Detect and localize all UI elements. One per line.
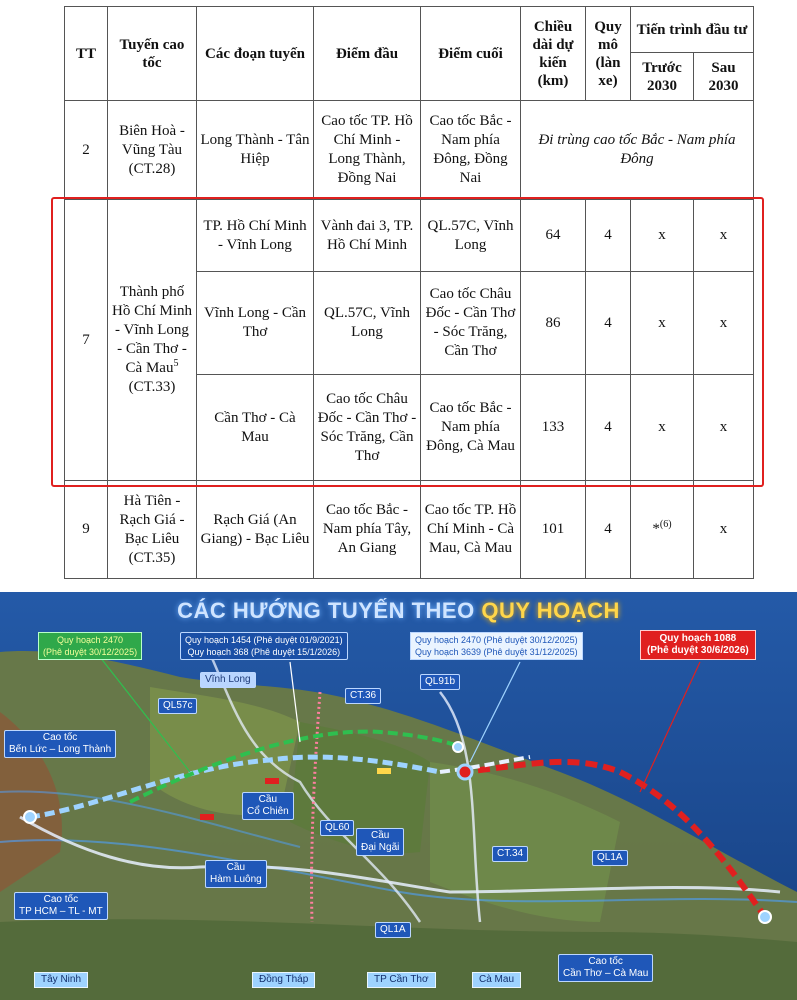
label-line: Cổ Chiên — [247, 806, 289, 817]
map-title — [0, 598, 797, 624]
cell-tt: 9 — [65, 481, 108, 579]
legend-red — [640, 630, 756, 660]
cell-lanes: 4 — [586, 481, 631, 579]
label-ql1a-right: QL1A — [592, 850, 628, 866]
cell-lanes: 4 — [586, 272, 631, 375]
bridge-mark — [200, 814, 214, 820]
cell-sau: x — [694, 200, 754, 272]
cell-truoc — [631, 481, 694, 579]
cell-tuyen — [108, 200, 197, 481]
cell-tt: 2 — [65, 101, 108, 200]
label-cau-dai-ngai — [356, 828, 404, 856]
label-line: Bến Lức – Long Thành — [9, 744, 112, 755]
cell-truoc: x — [631, 272, 694, 375]
cell-diem-dau: Cao tốc TP. Hồ Chí Minh - Long Thành, Đồng Nai — [314, 101, 421, 200]
cell-doan: TP. Hồ Chí Minh - Vĩnh Long — [197, 200, 314, 272]
cell-tuyen: Hà Tiên - Rạch Giá - Bạc Liêu (CT.35) — [108, 481, 197, 579]
cell-doan: Rạch Giá (An Giang) - Bạc Liêu — [197, 481, 314, 579]
bridge-mark — [377, 768, 391, 774]
cell-sau: x — [694, 481, 754, 579]
header-truoc-2030: Trước 2030 — [631, 53, 694, 101]
header-doan: Các đoạn tuyến — [197, 7, 314, 101]
legend-white — [180, 632, 348, 660]
legend-red-line: (Phê duyệt 30/6/2026) — [647, 645, 749, 656]
route-junction — [453, 742, 463, 752]
cell-tuyen: Biên Hoà - Vũng Tàu (CT.28) — [108, 101, 197, 200]
label-cau-ham-luong — [205, 860, 267, 888]
cell-sau: x — [694, 375, 754, 481]
cell-diem-cuoi: Cao tốc Bắc - Nam phía Đông, Đồng Nai — [421, 101, 521, 200]
cell-km: 64 — [521, 200, 586, 272]
cell-note: Đi trùng cao tốc Bắc - Nam phía Đông — [521, 101, 754, 200]
cell-truoc: x — [631, 200, 694, 272]
label-line: Cao tốc — [588, 956, 623, 967]
label-line: Đại Ngãi — [361, 842, 400, 853]
label-tp-can-tho: TP Cần Thơ — [367, 972, 436, 988]
legend-light-line: Quy hoạch 2470 (Phê duyệt 30/12/2025) — [415, 635, 578, 645]
legend-red-line: Quy hoạch 1088 — [659, 633, 737, 644]
label-line: Cầu — [226, 862, 246, 873]
cell-diem-cuoi: QL.57C, Vĩnh Long — [421, 200, 521, 272]
label-line: Hàm Luông — [210, 874, 262, 885]
route-table — [64, 6, 754, 579]
footnote-mark: 5 — [173, 358, 179, 369]
cell-tuyen-name: Thành phố Hồ Chí Minh - Vĩnh Long - Cần Thơ - Cà Mau — [111, 284, 192, 376]
cell-diem-cuoi: Cao tốc Châu Đốc - Cần Thơ - Sóc Trăng, Cần Thơ — [421, 272, 521, 375]
header-tt: TT — [65, 7, 108, 101]
label-cao-toc-ct-cm — [558, 954, 653, 982]
legend-white-line: Quy hoạch 368 (Phê duyệt 15/1/2026) — [187, 647, 341, 657]
cell-km: 86 — [521, 272, 586, 375]
cell-tt: 7 — [65, 200, 108, 481]
header-quy-mo: Quy mô (làn xe) — [586, 7, 631, 101]
label-cao-toc-hcm — [14, 892, 108, 920]
label-line: TP HCM – TL - MT — [19, 906, 103, 917]
label-line: Cao tốc — [42, 732, 78, 743]
table-row — [65, 101, 754, 200]
header-diem-cuoi: Điểm cuối — [421, 7, 521, 101]
cell-doan: Vĩnh Long - Cần Thơ — [197, 272, 314, 375]
legend-white-line: Quy hoạch 1454 (Phê duyệt 01/9/2021) — [185, 635, 343, 645]
route-map — [0, 592, 797, 1000]
header-chieu-dai: Chiều dài dự kiến (km) — [521, 7, 586, 101]
route-endpoint-east — [759, 911, 771, 923]
label-ben-luc — [4, 730, 116, 758]
bridge-mark — [265, 778, 279, 784]
cell-km: 133 — [521, 375, 586, 481]
label-ct34: CT.34 — [492, 846, 528, 862]
table-row — [65, 200, 754, 272]
map-title-main: CÁC HƯỚNG TUYẾN THEO — [177, 598, 475, 623]
header-diem-dau: Điểm đầu — [314, 7, 421, 101]
header-tuyen: Tuyến cao tốc — [108, 7, 197, 101]
cell-diem-dau: Cao tốc Bắc - Nam phía Tây, An Giang — [314, 481, 421, 579]
label-line: Cần Thơ – Cà Mau — [563, 968, 649, 979]
cell-diem-dau: QL.57C, Vĩnh Long — [314, 272, 421, 375]
cell-sau: x — [694, 272, 754, 375]
cell-lanes: 4 — [586, 375, 631, 481]
asterisk-mark: * — [652, 521, 660, 537]
legend-green-line: (Phê duyệt 30/12/2025) — [43, 647, 138, 657]
cell-diem-cuoi: Cao tốc TP. Hồ Chí Minh - Cà Mau, Cà Mau — [421, 481, 521, 579]
header-sau-2030: Sau 2030 — [694, 53, 754, 101]
label-tay-ninh: Tây Ninh — [34, 972, 88, 988]
footnote-mark: (6) — [659, 519, 672, 530]
legend-green — [38, 632, 142, 660]
label-ct36: CT.36 — [345, 688, 381, 704]
route-junction — [458, 765, 472, 779]
label-line: Cầu — [371, 830, 390, 841]
legend-green-line: Quy hoạch 2470 — [57, 635, 124, 645]
label-ca-mau: Cà Mau — [472, 972, 521, 988]
label-line: Cao tốc — [43, 894, 79, 905]
header-tien-trinh: Tiến trình đầu tư — [631, 7, 754, 53]
label-ql91b: QL91b — [420, 674, 460, 690]
cell-diem-dau: Cao tốc Châu Đốc - Cần Thơ - Sóc Trăng, Cần Thơ — [314, 375, 421, 481]
label-ql57c: QL57c — [158, 698, 197, 714]
label-cau-co-chien — [242, 792, 294, 820]
label-vinh-long: Vĩnh Long — [200, 672, 256, 688]
legend-light-line: Quy hoạch 3639 (Phê duyệt 31/12/2025) — [415, 647, 578, 657]
cell-lanes: 4 — [586, 200, 631, 272]
cell-km: 101 — [521, 481, 586, 579]
cell-doan: Cần Thơ - Cà Mau — [197, 375, 314, 481]
cell-diem-dau: Vành đai 3, TP. Hồ Chí Minh — [314, 200, 421, 272]
cell-tuyen-code: (CT.33) — [128, 379, 176, 395]
route-endpoint-west — [24, 811, 36, 823]
label-ql1a-bottom: QL1A — [375, 922, 411, 938]
label-line: Cầu — [258, 794, 278, 805]
label-dong-thap: Đồng Tháp — [252, 972, 315, 988]
table-row — [65, 481, 754, 579]
cell-diem-cuoi: Cao tốc Bắc - Nam phía Đông, Cà Mau — [421, 375, 521, 481]
cell-truoc: x — [631, 375, 694, 481]
cell-doan: Long Thành - Tân Hiệp — [197, 101, 314, 200]
map-title-accent: QUY HOẠCH — [481, 598, 620, 623]
legend-light — [410, 632, 583, 660]
label-ql60: QL60 — [320, 820, 354, 836]
